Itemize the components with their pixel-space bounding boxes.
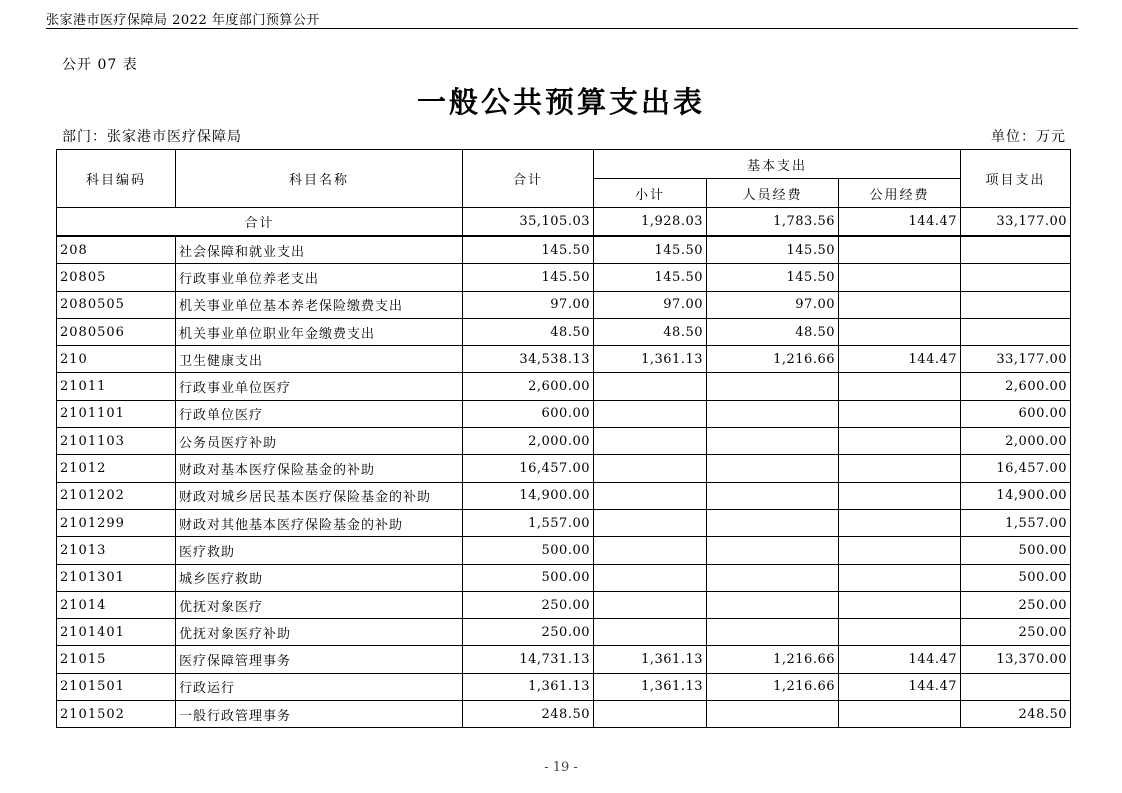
cell-total: 500.00 xyxy=(463,564,594,591)
table-row xyxy=(57,537,1071,564)
cell-project: 2,600.00 xyxy=(961,373,1071,400)
cell-total: 600.00 xyxy=(463,400,594,427)
cell-code: 2101501 xyxy=(57,673,176,700)
cell-code: 2101103 xyxy=(57,428,176,455)
cell-code: 2101202 xyxy=(57,482,176,509)
cell-total: 500.00 xyxy=(463,537,594,564)
cell-personnel: 145.50 xyxy=(707,264,839,291)
cell-project xyxy=(961,673,1071,700)
total-label: 合计 xyxy=(57,208,463,237)
cell-public: 144.47 xyxy=(839,673,961,700)
cell-project: 13,370.00 xyxy=(961,646,1071,673)
budget-table xyxy=(56,149,1071,728)
cell-total: 48.50 xyxy=(463,318,594,345)
cell-subtotal xyxy=(594,509,707,536)
cell-project: 2,000.00 xyxy=(961,428,1071,455)
cell-total: 250.00 xyxy=(463,591,594,618)
cell-total: 2,600.00 xyxy=(463,373,594,400)
table-row xyxy=(57,318,1071,345)
cell-name: 医疗保障管理事务 xyxy=(176,646,463,673)
col-header-name: 科目名称 xyxy=(176,150,463,208)
cell-code: 21011 xyxy=(57,373,176,400)
total-personnel: 1,783.56 xyxy=(707,208,839,237)
cell-project: 248.50 xyxy=(961,701,1071,728)
table-number: 公开 07 表 xyxy=(62,57,138,73)
col-header-subtotal: 小计 xyxy=(594,179,707,208)
cell-code: 21013 xyxy=(57,537,176,564)
total-subtotal: 1,928.03 xyxy=(594,208,707,237)
cell-code: 21012 xyxy=(57,455,176,482)
cell-personnel xyxy=(707,428,839,455)
page-title: 一般公共预算支出表 xyxy=(416,85,705,119)
cell-personnel: 1,216.66 xyxy=(707,646,839,673)
col-header-personnel: 人员经费 xyxy=(707,179,839,208)
cell-subtotal: 1,361.13 xyxy=(594,346,707,373)
table-row xyxy=(57,509,1071,536)
cell-subtotal xyxy=(594,537,707,564)
cell-personnel xyxy=(707,701,839,728)
cell-name: 城乡医疗救助 xyxy=(176,564,463,591)
cell-public xyxy=(839,428,961,455)
cell-name: 公务员医疗补助 xyxy=(176,428,463,455)
cell-code: 2080506 xyxy=(57,318,176,345)
cell-project xyxy=(961,291,1071,318)
cell-total: 145.50 xyxy=(463,264,594,291)
cell-total: 145.50 xyxy=(463,236,594,264)
col-header-total: 合计 xyxy=(463,150,594,208)
cell-subtotal xyxy=(594,591,707,618)
cell-personnel xyxy=(707,537,839,564)
cell-project: 250.00 xyxy=(961,591,1071,618)
cell-total: 248.50 xyxy=(463,701,594,728)
cell-subtotal: 1,361.13 xyxy=(594,673,707,700)
cell-project: 14,900.00 xyxy=(961,482,1071,509)
cell-code: 2101502 xyxy=(57,701,176,728)
cell-personnel xyxy=(707,455,839,482)
cell-code: 208 xyxy=(57,236,176,264)
cell-project xyxy=(961,236,1071,264)
cell-name: 卫生健康支出 xyxy=(176,346,463,373)
cell-name: 财政对基本医疗保险基金的补助 xyxy=(176,455,463,482)
cell-public xyxy=(839,564,961,591)
cell-name: 医疗救助 xyxy=(176,537,463,564)
unit-label: 单位：万元 xyxy=(991,129,1066,145)
table-row xyxy=(57,373,1071,400)
table-row xyxy=(57,455,1071,482)
cell-personnel: 1,216.66 xyxy=(707,346,839,373)
cell-project: 600.00 xyxy=(961,400,1071,427)
cell-public xyxy=(839,264,961,291)
cell-subtotal: 48.50 xyxy=(594,318,707,345)
cell-public xyxy=(839,701,961,728)
cell-total: 34,538.13 xyxy=(463,346,594,373)
cell-personnel xyxy=(707,591,839,618)
cell-project: 500.00 xyxy=(961,564,1071,591)
cell-name: 社会保障和就业支出 xyxy=(176,236,463,264)
table-row xyxy=(57,701,1071,728)
cell-code: 20805 xyxy=(57,264,176,291)
cell-code: 2101301 xyxy=(57,564,176,591)
cell-public: 144.47 xyxy=(839,646,961,673)
cell-public xyxy=(839,537,961,564)
table-row xyxy=(57,428,1071,455)
table-row xyxy=(57,291,1071,318)
cell-total: 14,900.00 xyxy=(463,482,594,509)
table-row xyxy=(57,564,1071,591)
cell-code: 2101299 xyxy=(57,509,176,536)
cell-total: 2,000.00 xyxy=(463,428,594,455)
cell-public xyxy=(839,455,961,482)
cell-code: 21014 xyxy=(57,591,176,618)
cell-project: 250.00 xyxy=(961,619,1071,646)
col-header-basic: 基本支出 xyxy=(594,150,961,179)
cell-code: 2101401 xyxy=(57,619,176,646)
cell-public xyxy=(839,291,961,318)
cell-personnel xyxy=(707,482,839,509)
cell-public xyxy=(839,400,961,427)
cell-name: 机关事业单位职业年金缴费支出 xyxy=(176,318,463,345)
cell-personnel: 1,216.66 xyxy=(707,673,839,700)
cell-public xyxy=(839,236,961,264)
total-public: 144.47 xyxy=(839,208,961,237)
cell-total: 16,457.00 xyxy=(463,455,594,482)
cell-total: 250.00 xyxy=(463,619,594,646)
cell-public xyxy=(839,509,961,536)
table-row xyxy=(57,646,1071,673)
table-row xyxy=(57,673,1071,700)
cell-public xyxy=(839,318,961,345)
col-header-project: 项目支出 xyxy=(961,150,1071,208)
table-row xyxy=(57,591,1071,618)
cell-name: 优抚对象医疗 xyxy=(176,591,463,618)
table-row xyxy=(57,400,1071,427)
cell-subtotal: 97.00 xyxy=(594,291,707,318)
cell-subtotal: 145.50 xyxy=(594,264,707,291)
cell-subtotal xyxy=(594,428,707,455)
table-row xyxy=(57,619,1071,646)
cell-name: 财政对城乡居民基本医疗保险基金的补助 xyxy=(176,482,463,509)
col-header-code: 科目编码 xyxy=(57,150,176,208)
cell-subtotal xyxy=(594,564,707,591)
col-header-public: 公用经费 xyxy=(839,179,961,208)
cell-code: 2101101 xyxy=(57,400,176,427)
cell-personnel: 97.00 xyxy=(707,291,839,318)
cell-project: 16,457.00 xyxy=(961,455,1071,482)
cell-personnel: 48.50 xyxy=(707,318,839,345)
cell-project: 1,557.00 xyxy=(961,509,1071,536)
cell-code: 2080505 xyxy=(57,291,176,318)
cell-project: 500.00 xyxy=(961,537,1071,564)
page-header: 张家港市医疗保障局 2022 年度部门预算公开 xyxy=(46,13,320,28)
cell-subtotal xyxy=(594,455,707,482)
cell-public xyxy=(839,619,961,646)
department-label: 部门：张家港市医疗保障局 xyxy=(62,129,242,145)
cell-subtotal: 145.50 xyxy=(594,236,707,264)
cell-public: 144.47 xyxy=(839,346,961,373)
cell-name: 财政对其他基本医疗保险基金的补助 xyxy=(176,509,463,536)
cell-project xyxy=(961,318,1071,345)
cell-code: 21015 xyxy=(57,646,176,673)
cell-personnel xyxy=(707,509,839,536)
table-row xyxy=(57,236,1071,264)
cell-total: 97.00 xyxy=(463,291,594,318)
cell-personnel: 145.50 xyxy=(707,236,839,264)
cell-name: 行政运行 xyxy=(176,673,463,700)
cell-subtotal: 1,361.13 xyxy=(594,646,707,673)
total-amount: 35,105.03 xyxy=(463,208,594,237)
cell-personnel xyxy=(707,564,839,591)
cell-total: 1,361.13 xyxy=(463,673,594,700)
total-row xyxy=(57,208,1071,237)
cell-total: 14,731.13 xyxy=(463,646,594,673)
cell-personnel xyxy=(707,400,839,427)
cell-name: 一般行政管理事务 xyxy=(176,701,463,728)
cell-total: 1,557.00 xyxy=(463,509,594,536)
cell-code: 210 xyxy=(57,346,176,373)
cell-public xyxy=(839,373,961,400)
cell-subtotal xyxy=(594,373,707,400)
cell-personnel xyxy=(707,619,839,646)
cell-subtotal xyxy=(594,619,707,646)
table-row xyxy=(57,346,1071,373)
cell-name: 机关事业单位基本养老保险缴费支出 xyxy=(176,291,463,318)
header-divider xyxy=(46,28,1078,29)
cell-subtotal xyxy=(594,482,707,509)
total-project: 33,177.00 xyxy=(961,208,1071,237)
cell-name: 行政事业单位医疗 xyxy=(176,373,463,400)
cell-subtotal xyxy=(594,400,707,427)
cell-name: 优抚对象医疗补助 xyxy=(176,619,463,646)
cell-subtotal xyxy=(594,701,707,728)
cell-public xyxy=(839,482,961,509)
cell-public xyxy=(839,591,961,618)
page-number: - 19 - xyxy=(544,760,578,775)
cell-name: 行政单位医疗 xyxy=(176,400,463,427)
cell-name: 行政事业单位养老支出 xyxy=(176,264,463,291)
cell-personnel xyxy=(707,373,839,400)
table-row xyxy=(57,482,1071,509)
table-row xyxy=(57,264,1071,291)
cell-project: 33,177.00 xyxy=(961,346,1071,373)
cell-project xyxy=(961,264,1071,291)
